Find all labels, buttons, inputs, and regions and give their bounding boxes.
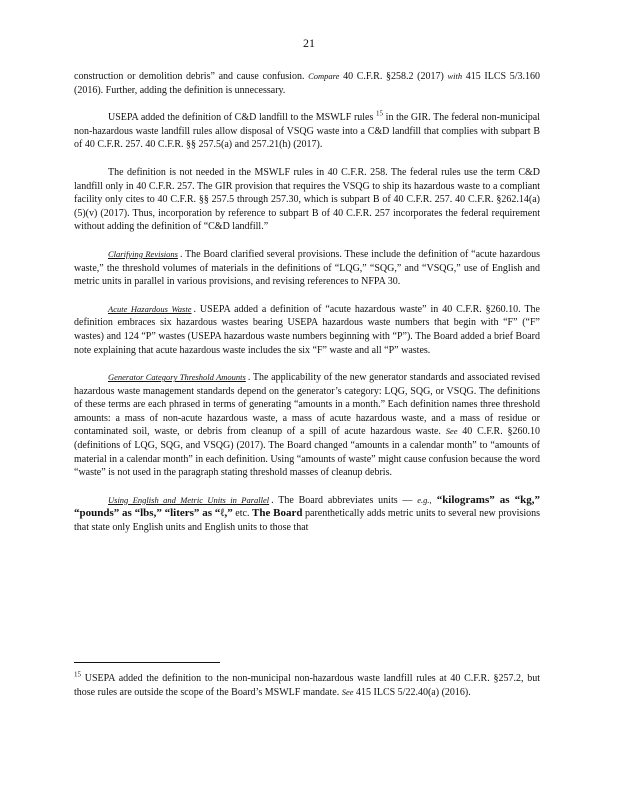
- text: 40 C.F.R. §258.2 (2017): [339, 71, 448, 82]
- text: . The applicability of the new generator standards and associated revised hazardous waste management standards depend on the generator’s category: LQG, SQG, or VSQG. The definitions of these terms are each phrased in terms of generating “amounts in a month.” Each definition names three threshold amounts: a mass of non-acute hazardous waste, a mass of acute hazardous waste, and a mass of residue or contaminated soil, waste, or debris from cleanup of a spill of acute hazardous waste.: [74, 372, 540, 438]
- example-signal: e.g.,: [417, 494, 432, 505]
- section-heading: Acute Hazardous Waste: [108, 303, 192, 314]
- text: . The Board clarified several provisions. These include the definition of “acute hazardous waste,” the threshold volumes of materials in the definitions of “LQG,” “SQG,” and “VSQG,” use of English and metric units in parallel in various provisions, and revising references to NFPA 30.: [74, 248, 540, 288]
- citation-signal: See: [445, 426, 458, 437]
- section-heading: Generator Category Threshold Amounts: [108, 372, 246, 383]
- citation-signal: See: [341, 686, 354, 697]
- citation-signal: with: [447, 71, 463, 81]
- citation-signal: Compare: [308, 71, 340, 81]
- text: 415 ILCS 5/22.40(a) (2016).: [353, 686, 471, 698]
- paragraph-acute-hazardous-waste: [74, 303, 540, 357]
- text: USEPA added the definition to the non-municipal non-hazardous waste landfill rules at 40 C.F.R. §257.2, but those rules are outside the scope of the Board’s MSWLF mandate.: [74, 673, 540, 698]
- page-number: 21: [303, 36, 315, 50]
- text: 40 C.F.R. §260.10 (definitions of LQG, SQG, and VSQG) (2017). The Board changed “amounts in a calendar month” to “amounts of material in a calendar month” in each definition. Using “amounts of waste” might cause confusion because the word “waste” is not used in the paragraph stating threshold masses of cleanup debris.: [74, 426, 540, 479]
- text: parenthetically adds metric units to several new provisions that state only English units and English units to those that: [74, 508, 540, 534]
- text: The definition is not needed in the MSWLF rules in 40 C.F.R. 258. The federal rules use the term C&D landfill only in 40 C.F.R. 257. The GIR provision that requires the VSQG to ship its hazardous waste to a compliant facility only cites to 40 C.F.R. §§ 257.5 through 257.30, which is subpart B of 40 C.F.R. 257. 40 C.F.R. §262.14(a)(5)(v) (2017). Thus, incorporation by reference to subpart B of 40 C.F.R. 257 incorporates the federal requirement without adding the definition of “C&D landfill.”: [74, 166, 540, 233]
- paragraph-generator-thresholds: [74, 371, 540, 480]
- paragraph-cd-landfill: [74, 111, 540, 152]
- footnote-reference[interactable]: 15: [376, 109, 384, 118]
- section-heading: Using English and Metric Units in Parallel: [108, 494, 270, 505]
- text: USEPA added the definition of C&D landfill to the MSWLF rules: [108, 112, 377, 124]
- text: construction or demolition debris” and cause confusion.: [74, 71, 309, 82]
- unit-abbreviations: “kilograms” as “kg,” “pounds” as “lbs,” “liters” as “ℓ,”: [74, 493, 540, 520]
- paragraph-english-metric-units: [74, 494, 540, 535]
- emphasis-text: The Board: [252, 507, 303, 520]
- text: 415 ILCS 5/3.160 (2016). Further, adding the definition is unnecessary.: [74, 71, 541, 96]
- text: in the GIR. The federal non-municipal non-hazardous waste landfill rules allow disposal of VSQG waste into a C&D landfill that complies with subpart B of 40 C.F.R. 257. 40 C.F.R. §§ 257.5(a) and 257.21(h) (2017).: [74, 112, 540, 151]
- text: . USEPA added a definition of “acute hazardous waste” in 40 C.F.R. §260.10. The definition embraces six hazardous wastes bearing USEPA hazardous waste numbers that begin with “F” (“F” wastes) and 124 “P” wastes (USEPA hazardous waste numbers beginning with “P”). The Board added a brief Board note explaining that acute hazardous waste includes the six “F” waste and all “P” wastes.: [74, 303, 540, 356]
- text: . The Board abbreviates units —: [271, 494, 418, 506]
- footnote-divider: [74, 662, 220, 663]
- text: etc.: [232, 508, 253, 520]
- paragraph-definition-not-needed: [74, 166, 540, 234]
- paragraph-clarifying-revisions: [74, 248, 540, 289]
- section-heading: Clarifying Revisions: [108, 248, 178, 259]
- paragraph-cd-debris: [74, 70, 540, 97]
- footnote: [74, 672, 540, 699]
- body-text: [74, 70, 540, 549]
- footnote-number: 15: [74, 670, 81, 679]
